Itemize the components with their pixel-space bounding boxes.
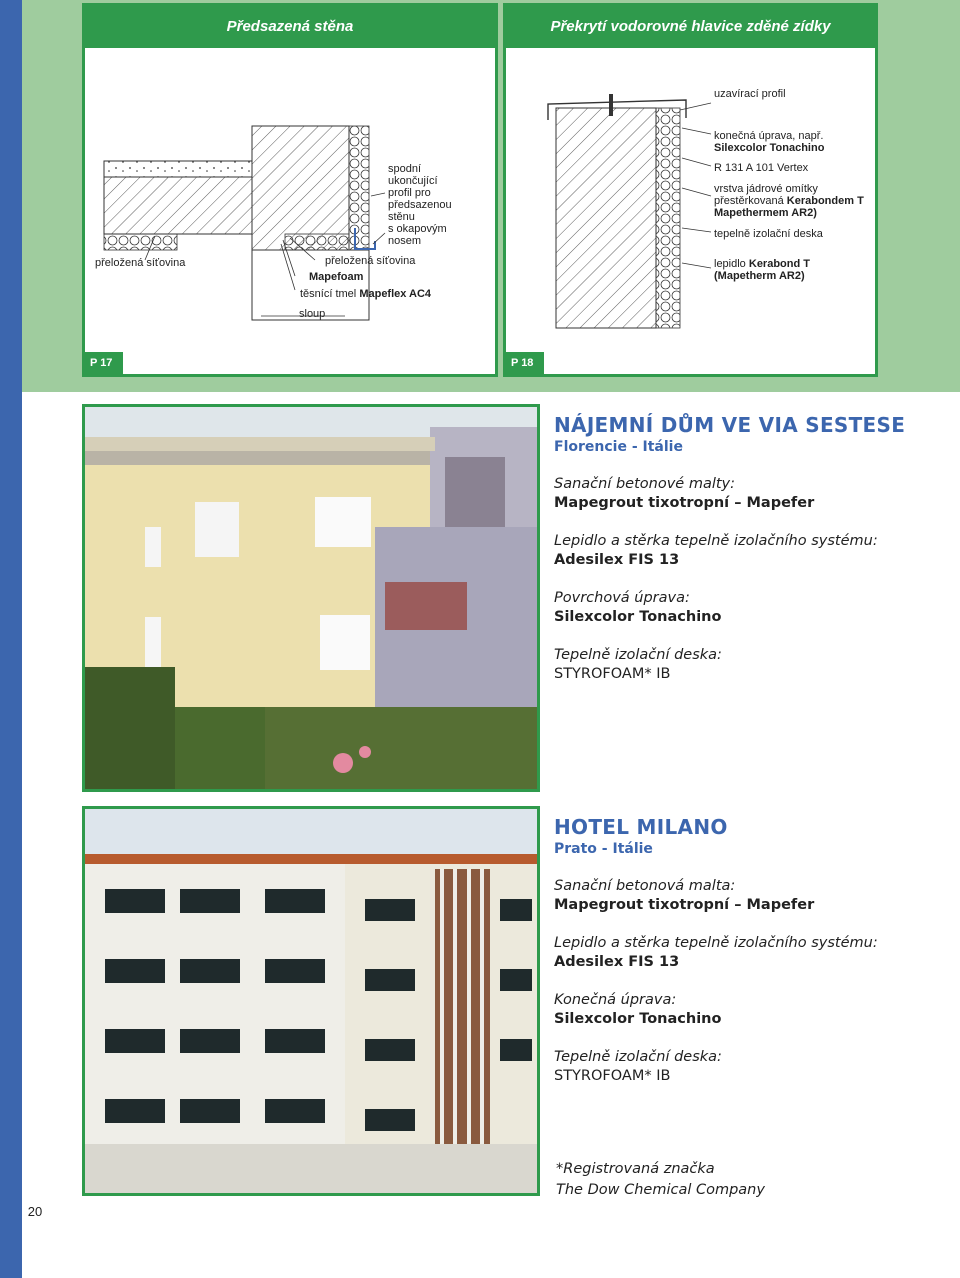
- product-name: Mapefoam: [309, 271, 364, 283]
- photo-hotel-building: [82, 806, 540, 1196]
- spec-value: Adesilex FIS 13: [554, 552, 680, 568]
- panel-label-bar: [85, 352, 495, 374]
- detail-panel-p17: [82, 3, 498, 377]
- callout-tepelne: tepelně izolační deska: [714, 228, 823, 240]
- photo-apartment-building: [82, 404, 540, 792]
- spec-label: Konečná úprava:: [554, 992, 677, 1008]
- callout-line: [714, 270, 874, 282]
- callout-sitovina-left: přeložená síťovina: [95, 257, 186, 269]
- project-location: Prato - Itálie: [554, 841, 653, 857]
- callout-lepidlo: [714, 258, 874, 282]
- callout-text: přestěrkovaná: [714, 195, 784, 207]
- footnote-line: The Dow Chemical Company: [556, 1182, 765, 1198]
- product-name: Silexcolor Tonachino: [714, 142, 825, 154]
- spec-value: Mapegrout tixotropní – Mapefer: [554, 495, 815, 511]
- project-info-1: [554, 413, 944, 684]
- callout-line: ukončující: [388, 175, 438, 187]
- callout-text: těsnící tmel: [300, 288, 357, 300]
- callout-line: nosem: [388, 235, 422, 247]
- spec-label: Sanační betonové malty:: [554, 476, 736, 492]
- product-name: Kerabondem T: [786, 195, 864, 207]
- callout-line: R 131 A 101 Vertex: [714, 162, 809, 174]
- callout-mapefoam: [309, 271, 363, 283]
- page-number: 20: [22, 1200, 48, 1224]
- product-name: Mapeflex AC4: [359, 288, 432, 300]
- spec-value: Mapegrout tixotropní – Mapefer: [554, 897, 815, 913]
- project-location: Florencie - Itálie: [554, 439, 683, 455]
- apartment-building-illustration: [85, 407, 537, 789]
- callout-line: stěnu: [388, 211, 415, 223]
- spec-label: Tepelně izolační deska:: [554, 1049, 722, 1065]
- spec-value: Silexcolor Tonachino: [554, 1011, 722, 1027]
- spec-label: Lepidlo a stěrka tepelně izolačního systému:: [554, 935, 878, 951]
- footnote-line: *Registrovaná značka: [556, 1161, 715, 1177]
- callout-line: předsazenou: [388, 199, 452, 211]
- project-title: NÁJEMNÍ DŮM VE VIA SESTESE: [554, 413, 906, 437]
- callout-line: [714, 195, 874, 207]
- left-blue-strip: [0, 0, 22, 1278]
- callout-konecna: [714, 130, 874, 174]
- spec-value: STYROFOAM* IB: [554, 666, 671, 682]
- panel-label-bar: [506, 352, 875, 374]
- callout-line: s okapovým: [388, 223, 447, 235]
- callout-line: [714, 142, 874, 154]
- panel-label: P 18: [506, 352, 544, 374]
- spec-value: Silexcolor Tonachino: [554, 609, 722, 625]
- callout-sloup: sloup: [299, 308, 326, 320]
- spec-value: Adesilex FIS 13: [554, 954, 680, 970]
- spec-value: STYROFOAM* IB: [554, 1068, 671, 1084]
- footnote: [556, 1159, 765, 1201]
- callout-sitovina-right: přeložená síťovina: [325, 255, 416, 267]
- panel-label: P 17: [85, 352, 123, 374]
- spec-label: Lepidlo a stěrka tepelně izolačního systému:: [554, 533, 878, 549]
- callout-line: profil pro: [388, 187, 431, 199]
- spec-label: Povrchová úprava:: [554, 590, 690, 606]
- callout-line: [714, 258, 874, 270]
- callout-spodni: [388, 163, 492, 247]
- spec-label: Sanační betonová malta:: [554, 878, 736, 894]
- hotel-building-illustration: [85, 809, 537, 1193]
- callout-line: [714, 207, 874, 219]
- callout-line: vrstva jádrové omítky: [714, 183, 818, 195]
- panel-title: Předsazená stěna: [85, 6, 495, 48]
- project-title: HOTEL MILANO: [554, 815, 728, 839]
- callout-uzaviraci: uzavírací profil: [714, 88, 786, 100]
- panel-title: Překrytí vodorovné hlavice zděné zídky: [506, 6, 875, 48]
- callout-tesnici: [300, 288, 431, 300]
- callout-line: konečná úprava, např.: [714, 130, 824, 142]
- product-name: (Mapetherm AR2): [714, 270, 805, 282]
- product-name: Mapethermem AR2): [714, 207, 817, 219]
- callout-line: spodní: [388, 163, 422, 175]
- project-info-2: [554, 815, 944, 1086]
- spec-label: Tepelně izolační deska:: [554, 647, 722, 663]
- callout-vrstva: [714, 183, 874, 219]
- product-name: Kerabond T: [748, 258, 810, 270]
- callout-text: lepidlo: [714, 258, 746, 270]
- detail-panel-p18: [503, 3, 878, 377]
